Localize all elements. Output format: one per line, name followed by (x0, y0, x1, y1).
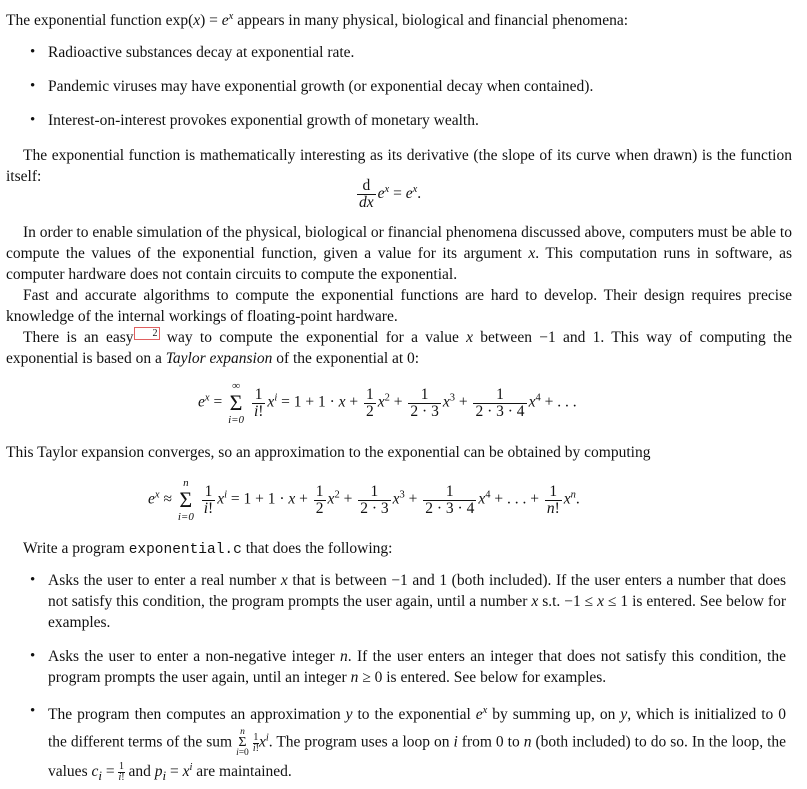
bullet-dot: • (30, 648, 36, 664)
bullet-item: Pandemic viruses may have exponential growth (or exponential decay when contained). (48, 78, 594, 95)
requirement-item-input-x: Asks the user to enter a real number x that is between −1 and 1 (both included). If the user enters a number that does not satisfy this condition, the program prompts the user again, until a number x s.t. −1 ≤ x ≤ 1 is entered. See below for examples. (48, 572, 786, 631)
derivative-equation: $\frac{d}{dx}$ $e^x = e^x$. (359, 177, 422, 211)
requirement-item-compute: The program then computes an approximation y to the exponential $e^x$ by summing up, on y, which is initialized to 0 the different terms of the sum n Σ $i=0 \frac{1}{i!}$ $x^i$. The program uses a loop on i from 0 to n (both included) to do so. In the loop, the values $c_i = \frac{1}{i!}$ and $p_i = x^i$ are maintained. (48, 704, 787, 784)
easy-text: There is an easy (23, 329, 134, 347)
taylor-expansion-emphasis: Taylor expansion (165, 350, 273, 368)
simulation-paragraph: In order to enable simulation of the physical, biological or financial phenomena discussed above, computers must be able to compute the values of the exponential function, given a value for its argument x. This computation runs in software, as computer hardware does not contain circuits to compute the exponential. (6, 224, 792, 283)
bullet-dot: • (30, 78, 36, 94)
footnote-link[interactable]: 2 (134, 327, 160, 340)
fast-algorithms-paragraph: Fast and accurate algorithms to compute the exponential functions are hard to develop. Their design requires precise knowledge of the internal workings of floating-point hardware. (6, 287, 792, 325)
taylor-series-equation: $e^x$ = ∞ Σ i=0 $\frac{1}{i!}$ $x^i = 1 + 1 \cdot x$ + $\frac{1}{2}$ $x^2$ + $\frac{1}{2 \cdot 3}$ $x^3$ + $\frac{1}{2 \cdot 3 \cdot 4}$ $x^4$ + . . . (198, 380, 577, 426)
bullet-item: Radioactive substances decay at exponential rate. (48, 44, 355, 61)
bullet-dot: • (30, 44, 36, 60)
derivative-paragraph: The exponential function is mathematically interesting as its derivative (the slope of its curve when drawn) is the function itself: (6, 147, 792, 185)
program-filename: exponential.c (128, 542, 242, 558)
bullet-dot: • (30, 112, 36, 128)
bullet-dot: • (30, 572, 36, 588)
program-text-end: that does the following: (241, 540, 393, 557)
converge-paragraph: This Taylor expansion converges, so an approximation to the exponential can be obtained by computing (6, 444, 651, 461)
taylor-approximation-equation: $e^x$ ≈ n Σ i=0 $\frac{1}{i!}$ $x^i = 1 + 1 \cdot x$ + $\frac{1}{2}$ $x^2$ + $\frac{1}{2 \cdot 3}$ $x^3$ + $\frac{1}{2 \cdot 3 \cdot 4}$ $x^4$ + . . . + $\frac{1}{n!}$ $x^n$. (148, 477, 580, 523)
requirement-item-input-n: Asks the user to enter a non-negative integer n. If the user enters an integer that does not satisfy this condition, the program prompts the user again, until an integer n ≥ 0 is entered. See below for examples. (48, 648, 786, 686)
intro-paragraph: The exponential function $\exp(x) = e^x$ appears in many physical, biological and financial phenomena: (6, 10, 629, 29)
program-text: Write a program (23, 540, 129, 557)
bullet-dot: • (30, 703, 36, 719)
taylor-intro-paragraph: There is an easy 2 way to compute the exponential for a value x between −1 and 1. This way of computing the exponential is based on a Taylor expansion of the exponential at 0: (6, 328, 792, 368)
bullet-item: Interest-on-interest provokes exponential growth of monetary wealth. (48, 112, 479, 129)
program-paragraph (6, 538, 792, 561)
